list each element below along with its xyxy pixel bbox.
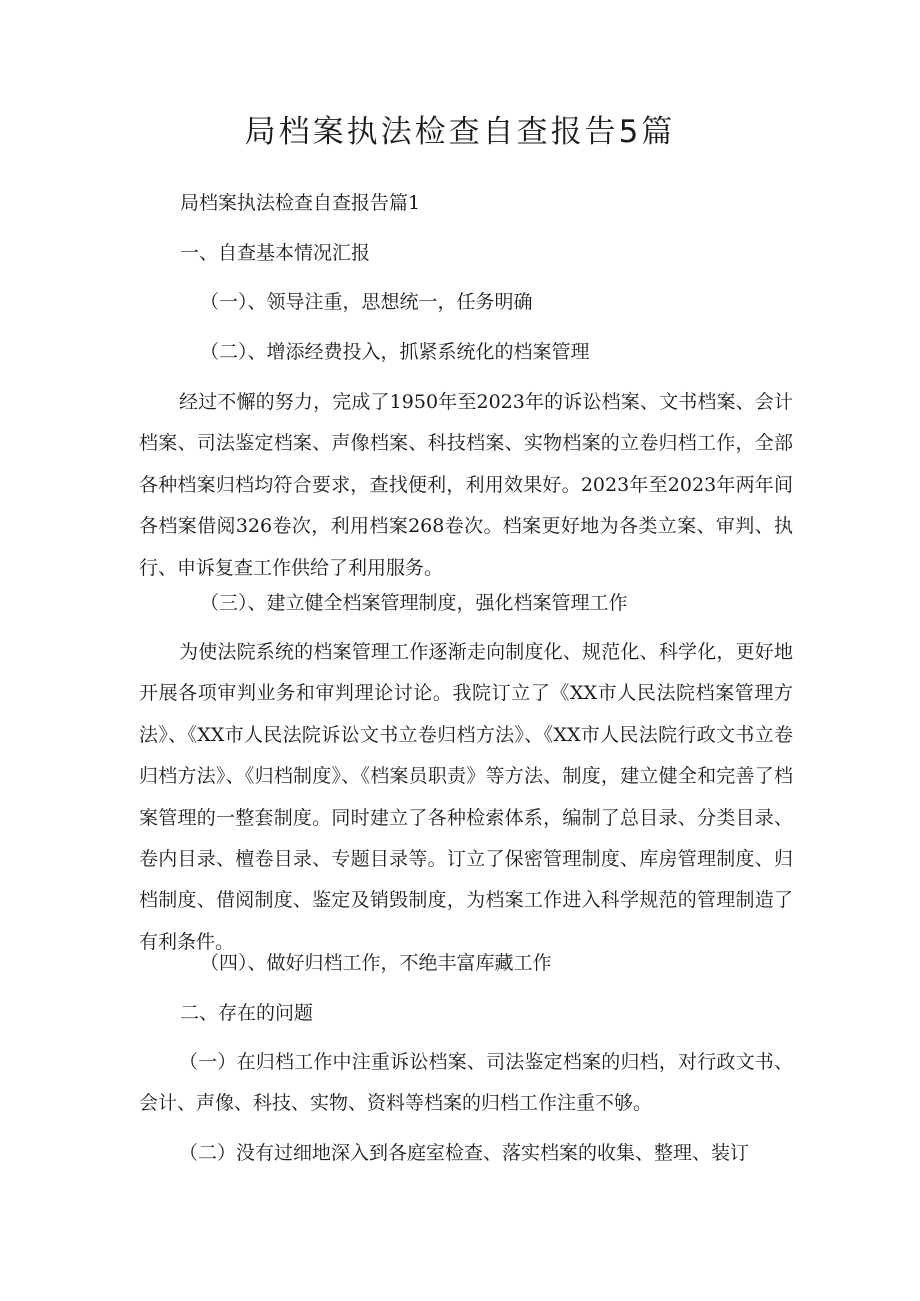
paragraph-management-rules: 为使法院系统的档案管理工作逐渐走向制度化、规范化、科学化，更好地开展各项审判业务和审判理论讨论。我院订立了《XX市人民法院档案管理方法》、《XX市人民法院诉讼文书立卷归档方法》、《XX市人民法院行政文书立卷归档方法》、《归档制度》、《档案员职责》等方法、制度，建立健全和完善了档案管理的一整套制度。同时建立了各种检索体系，编制了总目录、分类目录、卷内目录、檀卷目录、专题目录等。订立了保密管理制度、库房管理制度、归档制度、借阅制度、鉴定及销毁制度，为档案工作进入科学规范的管理制造了有利条件。 [139,641,793,953]
subheading-funding: （二）、增添经费投入，抓紧系统化的档案管理 [200,341,590,363]
paragraph-problem-1: （一）在归档工作中注重诉讼档案、司法鉴定档案的归档，对行政文书、会计、声像、科技、实物、资料等档案的归档工作注重不够。 [139,1051,793,1115]
heading-self-check-overview: 一、自查基本情况汇报 [180,242,371,264]
subheading-leadership: （一）、领导注重，思想统一，任务明确 [200,291,533,313]
document-title: 局档案执法检查自查报告5篇 [244,114,676,150]
paragraph-archiving-results: 经过不懈的努力，完成了1950年至2023年的诉讼档案、文书档案、会计档案、司法鉴定档案、声像档案、科技档案、实物档案的立卷归档工作，全部各种档案归档均符合要求，查找便利，利用效果好。2023年至2023年两年间各档案借阅326卷次，利用档案268卷次。档案更好地为各类立案、审判、执行、申诉复查工作供给了利用服务。 [139,391,793,579]
heading-existing-problems: 二、存在的问题 [180,1002,314,1024]
section-title: 局档案执法检查自查报告篇1 [180,192,421,214]
subheading-archiving-work: （四）、做好归档工作，不绝丰富库藏工作 [200,952,552,974]
paragraph-problem-2: （二）没有过细地深入到各庭室检查、落实档案的收集、整理、装订 [179,1142,750,1164]
subheading-management-system: （三）、建立健全档案管理制度，强化档案管理工作 [200,592,628,614]
